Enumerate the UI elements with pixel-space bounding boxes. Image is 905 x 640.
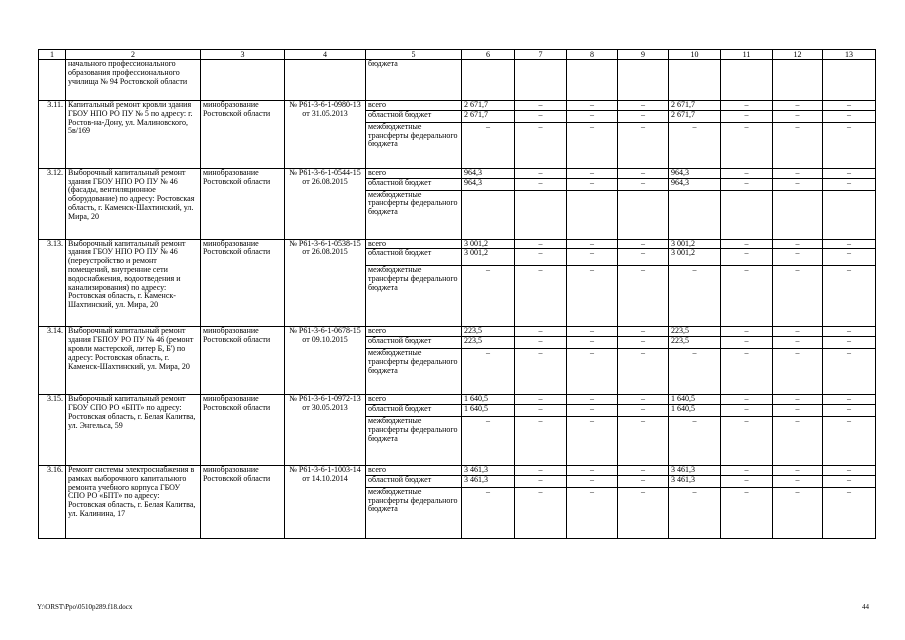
value-cell-7: –	[515, 239, 567, 249]
value-cell-12: –	[773, 239, 823, 249]
value-cell-10: 2 671,7	[669, 110, 721, 122]
continuation-row	[39, 60, 876, 101]
value-cell-6: –	[462, 487, 515, 538]
value-cell-6: 3 001,2	[462, 239, 515, 249]
value-cell-8	[567, 190, 618, 239]
value-cell-13: –	[823, 337, 876, 349]
column-header: 2	[66, 50, 201, 60]
funding-type: межбюджетные трансферты федерального бюджета	[366, 190, 462, 239]
value-cell-9: –	[618, 110, 669, 122]
value-cell-12: –	[773, 122, 823, 168]
value-cell-9: –	[618, 475, 669, 487]
value-cell-9: –	[618, 266, 669, 327]
column-header: 10	[669, 50, 721, 60]
row-number: 3.15.	[39, 395, 66, 466]
object-name: Выборочный капитальный ремонт здания ГБПОУ РО ПУ № 46 (ремонт кровли мастерской, литер Б, Б') по адресу: Ростовская область, г. Каменск-Шахтинский, ул. Мира, 20	[66, 327, 201, 395]
value-cell-9: –	[618, 337, 669, 349]
value-cell-6: 2 671,7	[462, 101, 515, 111]
value-cell-9: –	[618, 349, 669, 395]
value-cell-7: –	[515, 266, 567, 327]
funding-type: областной бюджет	[366, 475, 462, 487]
value-cell-10: 2 671,7	[669, 101, 721, 111]
value-cell-7: –	[515, 337, 567, 349]
value-cell-6: 1 640,5	[462, 404, 515, 416]
value-cell-9: –	[618, 465, 669, 475]
value-cell-11: –	[721, 239, 773, 249]
row-number: 3.11.	[39, 101, 66, 169]
value-cell-7: –	[515, 349, 567, 395]
value-cell-8: –	[567, 337, 618, 349]
value-cell-10	[669, 190, 721, 239]
document-number: № Р61-3-6-1-0678-15 от 09.10.2015	[285, 327, 366, 395]
value-cell-13	[823, 190, 876, 239]
document-number: № Р61-3-6-1-0544-15 от 26.08.2015	[285, 168, 366, 239]
value-cell-11: –	[721, 249, 773, 266]
row-number: 3.12.	[39, 168, 66, 239]
value-cell-13: –	[823, 101, 876, 111]
value-cell-8: –	[567, 465, 618, 475]
value-cell-6	[462, 190, 515, 239]
value-cell-9: –	[618, 178, 669, 190]
value-cell-9: –	[618, 168, 669, 178]
funding-type: всего	[366, 168, 462, 178]
value-cell-13: –	[823, 487, 876, 538]
value-cell-10: 3 001,2	[669, 239, 721, 249]
funding-type: бюджета	[366, 60, 462, 101]
funding-type: областной бюджет	[366, 249, 462, 266]
document-number: № Р61-3-6-1-0980-13 от 31.05.2013	[285, 101, 366, 169]
value-cell-12: –	[773, 465, 823, 475]
value-cell-11: –	[721, 110, 773, 122]
value-cell-11: –	[721, 266, 773, 327]
value-cell-6: 1 640,5	[462, 395, 515, 405]
value-cell-10: –	[669, 122, 721, 168]
organization: минобразование Ростовской области	[201, 465, 285, 538]
header-row	[39, 50, 876, 60]
value-cell-12: –	[773, 475, 823, 487]
value-cell-9: –	[618, 327, 669, 337]
table-row	[39, 101, 876, 111]
value-cell-6: –	[462, 122, 515, 168]
funding-type: всего	[366, 327, 462, 337]
value-cell-6: 2 671,7	[462, 110, 515, 122]
value-cell-12: –	[773, 168, 823, 178]
value-cell-10: 964,3	[669, 178, 721, 190]
value-cell-12: –	[773, 327, 823, 337]
value-cell-8: –	[567, 101, 618, 111]
table-row	[39, 168, 876, 178]
value-cell-13: –	[823, 349, 876, 395]
value-cell-6: –	[462, 416, 515, 465]
value-cell-11: –	[721, 395, 773, 405]
value-cell-6: 964,3	[462, 178, 515, 190]
value-cell-7: –	[515, 404, 567, 416]
value-cell-7: –	[515, 110, 567, 122]
table-row	[39, 465, 876, 475]
value-cell-8: –	[567, 395, 618, 405]
value-cell-10: –	[669, 487, 721, 538]
value-cell-9: –	[618, 395, 669, 405]
column-header: 1	[39, 50, 66, 60]
value-cell-13: –	[823, 168, 876, 178]
value-cell-7: –	[515, 395, 567, 405]
page-number: 44	[862, 603, 869, 611]
value-cell-8: –	[567, 168, 618, 178]
organization: минобразование Ростовской области	[201, 239, 285, 327]
column-header: 3	[201, 50, 285, 60]
table-row	[39, 327, 876, 337]
value-cell-13: –	[823, 395, 876, 405]
value-cell-6: –	[462, 349, 515, 395]
object-name: Ремонт системы электроснабжения в рамках выборочного капитального ремонта учебного корпуса ГБОУ СПО РО «БПТ» по адресу: Ростовская область, г. Белая Калитва, ул. Калинина, 17	[66, 465, 201, 538]
value-cell-9: –	[618, 239, 669, 249]
column-header: 4	[285, 50, 366, 60]
document-number: № Р61-3-6-1-1003-14 от 14.10.2014	[285, 465, 366, 538]
column-header: 9	[618, 50, 669, 60]
value-cell-7: –	[515, 178, 567, 190]
value-cell-10: 223,5	[669, 327, 721, 337]
value-cell-8: –	[567, 404, 618, 416]
object-name: начального профессионального образования профессионального училища № 94 Ростовской области	[66, 60, 201, 101]
object-name: Выборочный капитальный ремонт здания ГБОУ НПО РО ПУ № 46 (переустройство и ремонт помещений, внутренние сети водоснабжения, водоотведения и канализирования) по адресу: Ростовская область, г. Каменск-Шахтинский, ул. Мира, 20	[66, 239, 201, 327]
row-number: 3.13.	[39, 239, 66, 327]
value-cell-6: 3 001,2	[462, 249, 515, 266]
value-cell-8: –	[567, 178, 618, 190]
value-cell-7: –	[515, 101, 567, 111]
funding-type: межбюджетные трансферты федерального бюджета	[366, 349, 462, 395]
value-cell-7: –	[515, 249, 567, 266]
value-cell-12: –	[773, 101, 823, 111]
organization: минобразование Ростовской области	[201, 101, 285, 169]
object-name: Капитальный ремонт кровли здания ГБОУ НПО РО ПУ № 5 по адресу: г. Ростов-на-Дону, ул. Малиновского, 5в/169	[66, 101, 201, 169]
value-cell-7	[515, 190, 567, 239]
value-cell-11: –	[721, 487, 773, 538]
value-cell-13: –	[823, 122, 876, 168]
funding-type: областной бюджет	[366, 178, 462, 190]
object-name: Выборочный капитальный ремонт здания ГБОУ НПО РО ПУ № 46 (фасады, вентиляционное оборудование) по адресу: Ростовская область, г. Каменск-Шахтинский, ул. Мира, 20	[66, 168, 201, 239]
organization: минобразование Ростовской области	[201, 168, 285, 239]
funding-type: областной бюджет	[366, 337, 462, 349]
value-cell-13: –	[823, 327, 876, 337]
document-number	[285, 60, 366, 101]
value-cell-12	[773, 190, 823, 239]
column-header: 13	[823, 50, 876, 60]
value-cell-9: –	[618, 404, 669, 416]
value-cell-12: –	[773, 416, 823, 465]
value-cell-6: 223,5	[462, 337, 515, 349]
funding-type: межбюджетные трансферты федерального бюджета	[366, 487, 462, 538]
value-cell-6: 223,5	[462, 327, 515, 337]
value-cell-11: –	[721, 327, 773, 337]
column-header: 5	[366, 50, 462, 60]
value-cell-13: –	[823, 475, 876, 487]
value-cell-6: 964,3	[462, 168, 515, 178]
organization	[201, 60, 285, 101]
value-cell-12: –	[773, 266, 823, 327]
value-cell-8: –	[567, 249, 618, 266]
value-cell-13: –	[823, 249, 876, 266]
value-cell-7: –	[515, 122, 567, 168]
value-cell-6: 3 461,3	[462, 465, 515, 475]
row-number: 3.16.	[39, 465, 66, 538]
row-number	[39, 60, 66, 101]
funding-type: межбюджетные трансферты федерального бюджета	[366, 122, 462, 168]
table-row	[39, 395, 876, 405]
value-cell-11	[721, 190, 773, 239]
value-cell-10: –	[669, 416, 721, 465]
value-cell-11: –	[721, 465, 773, 475]
value-cell-11: –	[721, 168, 773, 178]
budget-table	[38, 49, 876, 539]
value-cell-11: –	[721, 404, 773, 416]
funding-type: областной бюджет	[366, 110, 462, 122]
value-cell-8: –	[567, 266, 618, 327]
column-header: 8	[567, 50, 618, 60]
value-cell-8: –	[567, 416, 618, 465]
object-name: Выборочный капитальный ремонт ГБОУ СПО РО «БПТ» по адресу: Ростовская область, г. Белая Калитва, ул. Энгельса, 59	[66, 395, 201, 466]
value-cell-6: –	[462, 266, 515, 327]
value-cell-13: –	[823, 266, 876, 327]
value-cell-11: –	[721, 178, 773, 190]
value-cell-9: –	[618, 122, 669, 168]
value-cell-13: –	[823, 239, 876, 249]
value-cell-10: 964,3	[669, 168, 721, 178]
value-cell-10: 3 461,3	[669, 475, 721, 487]
value-cell-9: –	[618, 487, 669, 538]
value-cell-7: –	[515, 327, 567, 337]
document-number: № Р61-3-6-1-0538-15 от 26.08.2015	[285, 239, 366, 327]
value-cell-13: –	[823, 416, 876, 465]
value-cell-12: –	[773, 404, 823, 416]
column-header: 7	[515, 50, 567, 60]
value-cell-13: –	[823, 465, 876, 475]
value-cell-8: –	[567, 122, 618, 168]
table-row	[39, 239, 876, 249]
column-header: 6	[462, 50, 515, 60]
column-header: 11	[721, 50, 773, 60]
value-cell-6: 3 461,3	[462, 475, 515, 487]
value-cell-9	[618, 190, 669, 239]
funding-type: межбюджетные трансферты федерального бюджета	[366, 416, 462, 465]
value-cell-12: –	[773, 395, 823, 405]
value-cell-11: –	[721, 416, 773, 465]
value-cell-12: –	[773, 487, 823, 538]
value-cell-10: 223,5	[669, 337, 721, 349]
value-cell-9: –	[618, 416, 669, 465]
value-cell-11: –	[721, 475, 773, 487]
funding-type: областной бюджет	[366, 404, 462, 416]
value-cell-10: 1 640,5	[669, 395, 721, 405]
footer-file-path: Y:\ORST\Ppo\0510p289.f18.docx	[37, 603, 133, 611]
value-cell-10: –	[669, 349, 721, 395]
value-cell-7: –	[515, 168, 567, 178]
funding-type: межбюджетные трансферты федерального бюджета	[366, 266, 462, 327]
value-cell-11: –	[721, 101, 773, 111]
value-cell-9: –	[618, 101, 669, 111]
value-cell-13: –	[823, 404, 876, 416]
value-cell-11: –	[721, 349, 773, 395]
value-cell-12: –	[773, 110, 823, 122]
value-cell-8: –	[567, 239, 618, 249]
value-cell-11: –	[721, 337, 773, 349]
organization: минобразование Ростовской области	[201, 327, 285, 395]
value-cell-12: –	[773, 337, 823, 349]
value-cell-12: –	[773, 249, 823, 266]
value-cell-9: –	[618, 249, 669, 266]
value-cell-8: –	[567, 475, 618, 487]
funding-type: всего	[366, 101, 462, 111]
value-cell-10: –	[669, 266, 721, 327]
value-cell-12: –	[773, 349, 823, 395]
value-cell-8: –	[567, 487, 618, 538]
value-cell-7: –	[515, 475, 567, 487]
funding-type: всего	[366, 395, 462, 405]
funding-type: всего	[366, 239, 462, 249]
value-cell-10: 3 001,2	[669, 249, 721, 266]
value-cell-8: –	[567, 327, 618, 337]
column-header: 12	[773, 50, 823, 60]
value-cell-7: –	[515, 465, 567, 475]
value-cell-7: –	[515, 487, 567, 538]
row-number: 3.14.	[39, 327, 66, 395]
value-cell-10: 1 640,5	[669, 404, 721, 416]
value-cell-12: –	[773, 178, 823, 190]
value-cell-13: –	[823, 178, 876, 190]
value-cell-8: –	[567, 110, 618, 122]
value-cell-13: –	[823, 110, 876, 122]
value-cell-8: –	[567, 349, 618, 395]
value-cell-10: 3 461,3	[669, 465, 721, 475]
organization: минобразование Ростовской области	[201, 395, 285, 466]
value-cell-7: –	[515, 416, 567, 465]
funding-type: всего	[366, 465, 462, 475]
value-cell-11: –	[721, 122, 773, 168]
document-number: № Р61-3-6-1-0972-13 от 30.05.2013	[285, 395, 366, 466]
